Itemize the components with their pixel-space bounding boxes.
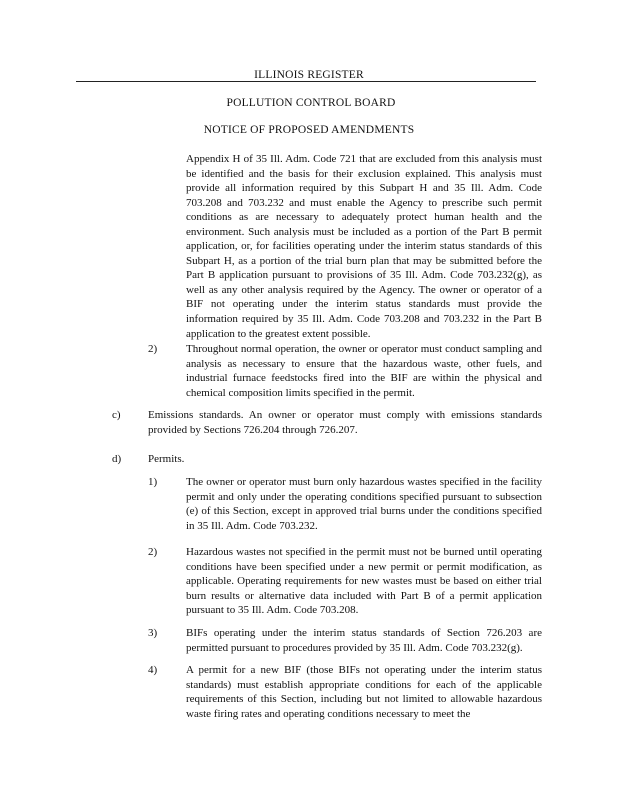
- item-d2-label: 2): [148, 546, 158, 558]
- item-2-paragraph: Throughout normal operation, the owner or operator must conduct sampling and analysis as necessary to ensure that the hazardous waste, other fuels, and industrial furnace feedstocks fired into the BIF are within the physical and chemical composition limits specified in the permit.: [186, 343, 542, 399]
- item-d3-label: 3): [148, 627, 158, 639]
- item-d4-paragraph: A permit for a new BIF (those BIFs not operating under the interim status standards) must establish appropriate conditions for each of the applicable requirements of this Section, including but not limited to allowable hazardous waste firing rates and operating conditions necessary to meet the: [186, 664, 542, 720]
- board-title: POLLUTION CONTROL BOARD: [226, 97, 396, 109]
- continuation-paragraph: Appendix H of 35 Ill. Adm. Code 721 that are excluded from this analysis must be identified and the basis for their exclusion explained. This analysis must provide all information required by this Subpart H and 35 Ill. Adm. Code 703.208 and 703.232 and must enable the Agency to prescribe such permit conditions as are necessary to adequately protect human health and the environment. Such analysis must be included as a portion of the Part B permit application, or, for facilities operating under the interim status standards of this Subpart H, as a portion of the trial burn plan that may be submitted before the Part B application pursuant to provisions of 35 Ill. Adm. Code 703.232(g), as well as any other analysis required by the Agency. The owner or operator of a BIF not operating under the interim status standards must provide the information required by 35 Ill. Adm. Code 703.208 and 703.232 in the Part B application to the greatest extent possible.: [186, 153, 542, 340]
- section-d-label: d): [112, 453, 122, 465]
- item-d2-paragraph: Hazardous wastes not specified in the permit must not be burned until operating conditions have been specified under a new permit or permit modification, as applicable. Operating requirements for new wastes must be based on either trial burn results or alternative data included with Part B of a permit application pursuant to 35 Ill. Adm. Code 703.208.: [186, 546, 542, 617]
- item-2-label: 2): [148, 343, 158, 355]
- register-title: ILLINOIS REGISTER: [254, 69, 364, 81]
- notice-title: NOTICE OF PROPOSED AMENDMENTS: [203, 124, 415, 136]
- header-rule: [76, 81, 536, 82]
- item-d3-paragraph: BIFs operating under the interim status standards of Section 726.203 are permitted pursuant to procedures provided by 35 Ill. Adm. Code 703.232(g).: [186, 627, 542, 654]
- item-d4-label: 4): [148, 664, 158, 676]
- section-c-label: c): [112, 409, 121, 421]
- section-c-paragraph: Emissions standards. An owner or operator must comply with emissions standards provided by Sections 726.204 through 726.207.: [148, 409, 542, 436]
- item-d1-paragraph: The owner or operator must burn only hazardous wastes specified in the facility permit and only under the operating conditions specified pursuant to subsection (e) of this Section, except in approved trial burns under the conditions specified in 35 Ill. Adm. Code 703.232.: [186, 476, 542, 532]
- section-d-heading: Permits.: [148, 453, 185, 465]
- item-d1-label: 1): [148, 476, 158, 488]
